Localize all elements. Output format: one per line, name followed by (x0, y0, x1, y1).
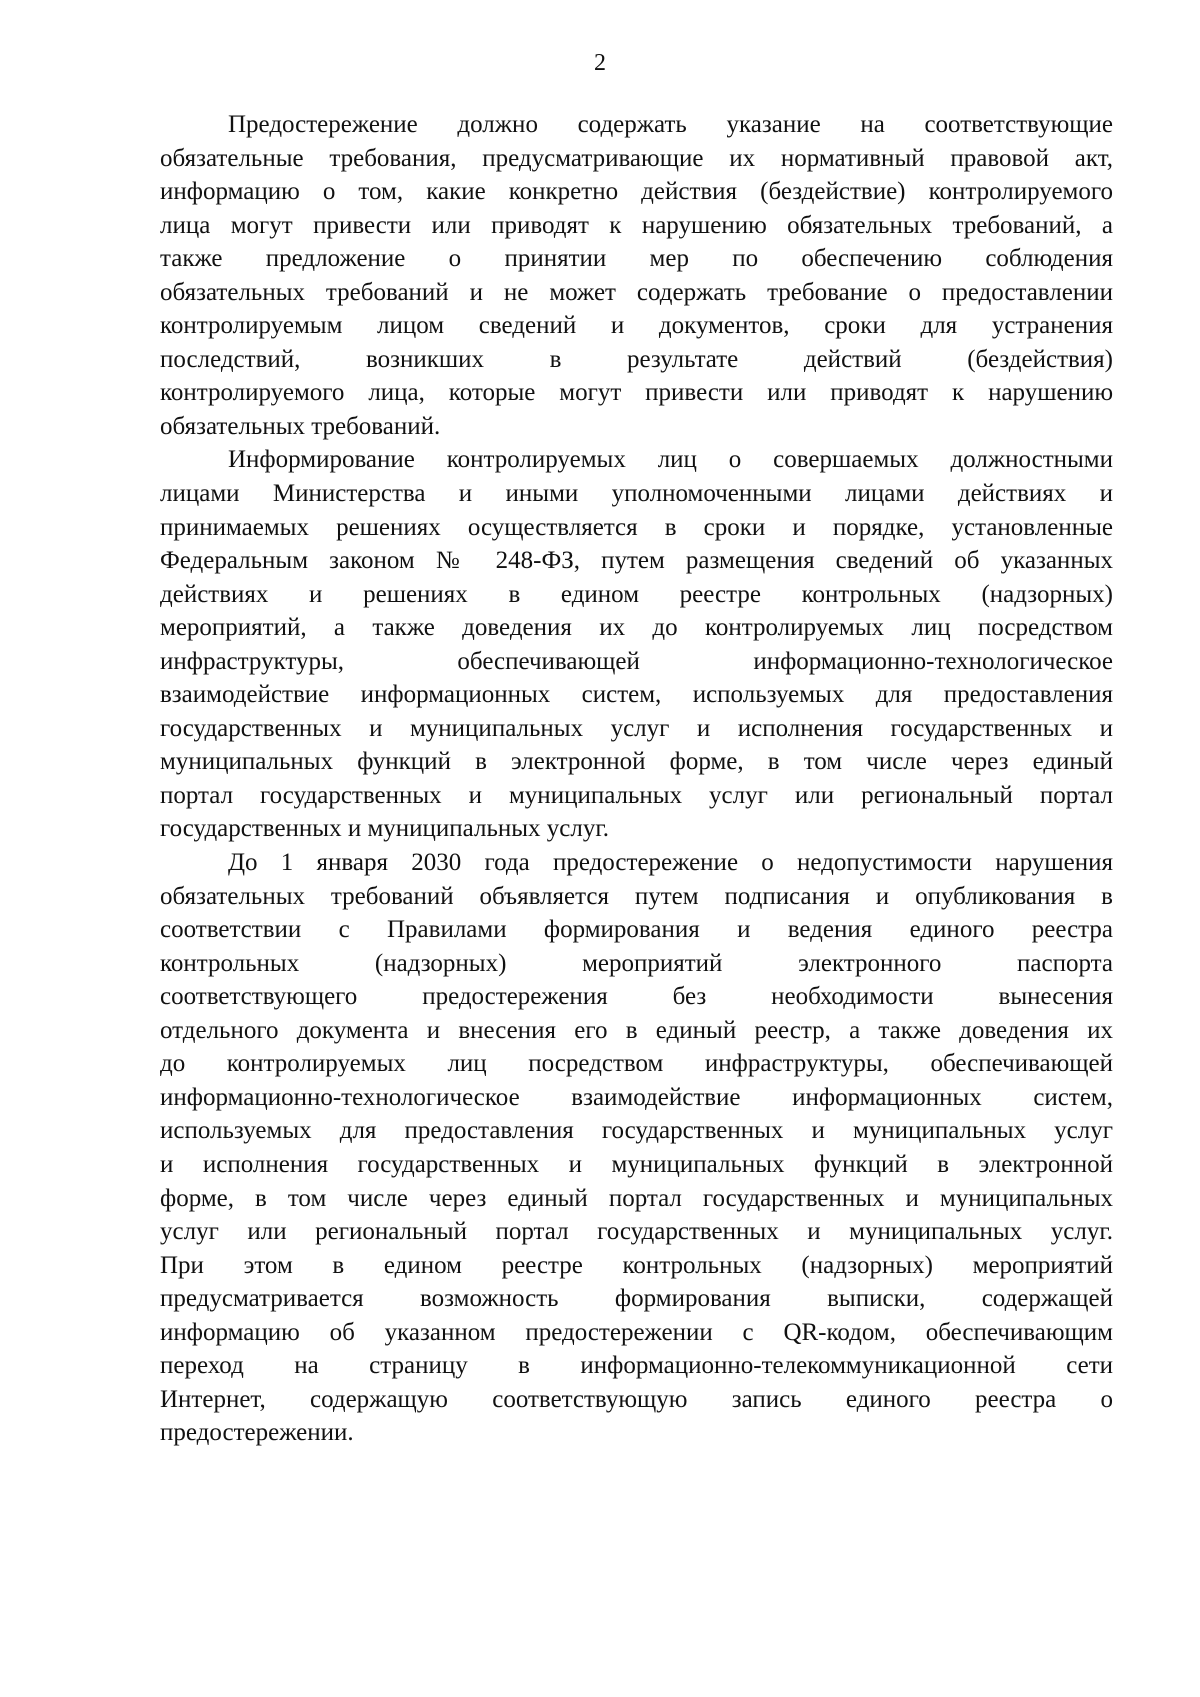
text-line: До 1 января 2030 года предостережение о недопустимости нарушения (228, 849, 1113, 877)
text-line: государственных и муниципальных услуг и исполнения государственных и (160, 714, 1113, 742)
text-line: портал государственных и муниципальных услуг или региональный портал (160, 781, 1113, 809)
text-line: информацию о том, какие конкретно действия (бездействие) контролируемого (160, 178, 1113, 206)
text-line: предостережении. (160, 1419, 354, 1447)
text-line: также предложение о принятии мер по обеспечению соблюдения (160, 245, 1113, 273)
text-line: взаимодействие информационных систем, используемых для предоставления (160, 681, 1113, 709)
text-line: муниципальных функций в электронной форме, в том числе через единый (160, 748, 1113, 776)
paragraph-2 (160, 443, 1113, 846)
text-line: и исполнения государственных и муниципальных функций в электронной (160, 1150, 1113, 1178)
text-line: инфраструктуры, обеспечивающей информационно-технологическое (160, 647, 1113, 675)
text-line: услуг или региональный портал государственных и муниципальных услуг. (160, 1218, 1113, 1246)
text-line: соответствии с Правилами формирования и ведения единого реестра (160, 916, 1113, 944)
text-line: информацию об указанном предостережении с QR-кодом, обеспечивающим (160, 1318, 1113, 1346)
text-line: предусматривается возможность формирования выписки, содержащей (160, 1285, 1113, 1313)
text-line: соответствующего предостережения без необходимости вынесения (160, 983, 1113, 1011)
text-line: обязательных требований. (160, 412, 441, 440)
text-line: обязательных требований и не может содержать требование о предоставлении (160, 278, 1113, 306)
text-line: действиях и решениях в едином реестре контрольных (надзорных) (160, 580, 1113, 608)
text-line: контролируемым лицом сведений и документов, сроки для устранения (160, 312, 1113, 340)
text-line: Предостережение должно содержать указание на соответствующие (228, 111, 1113, 138)
text-line: Интернет, содержащую соответствующую запись единого реестра о (160, 1385, 1113, 1413)
text-line: принимаемых решениях осуществляется в сроки и порядке, установленные (160, 513, 1113, 541)
text-line: Информирование контролируемых лиц о совершаемых должностными (228, 446, 1113, 474)
text-line: последствий, возникших в результате действий (бездействия) (160, 345, 1113, 373)
text-line: обязательных требований объявляется путем подписания и опубликования в (160, 882, 1113, 910)
text-line: контролируемого лица, которые могут привести или приводят к нарушению (160, 379, 1113, 407)
paragraph-3 (160, 846, 1113, 1450)
text-line: лица могут привести или приводят к нарушению обязательных требований, а (160, 211, 1113, 239)
text-line: информационно-технологическое взаимодействие информационных систем, (160, 1083, 1113, 1111)
text-line: обязательные требования, предусматривающие их нормативный правовой акт, (160, 144, 1113, 172)
page-number: 2 (594, 50, 606, 76)
text-line: мероприятий, а также доведения их до контролируемых лиц посредством (160, 614, 1113, 642)
text-line: отдельного документа и внесения его в единый реестр, а также доведения их (160, 1016, 1113, 1044)
text-line: государственных и муниципальных услуг. (160, 815, 610, 843)
text-line: лицами Министерства и иными уполномоченными лицами действиях и (160, 480, 1113, 508)
document-body (160, 108, 1113, 1450)
text-line: При этом в едином реестре контрольных (надзорных) мероприятий (160, 1251, 1113, 1279)
text-line: Федеральным законом № 248-ФЗ, путем размещения сведений об указанных (160, 547, 1113, 575)
text-line: переход на страницу в информационно-телекоммуникационной сети (160, 1352, 1113, 1380)
text-line: форме, в том числе через единый портал государственных и муниципальных (160, 1184, 1113, 1212)
text-line: до контролируемых лиц посредством инфраструктуры, обеспечивающей (160, 1050, 1113, 1078)
text-line: контрольных (надзорных) мероприятий электронного паспорта (160, 949, 1113, 977)
text-line: используемых для предоставления государственных и муниципальных услуг (160, 1117, 1113, 1145)
paragraph-1 (160, 108, 1113, 443)
